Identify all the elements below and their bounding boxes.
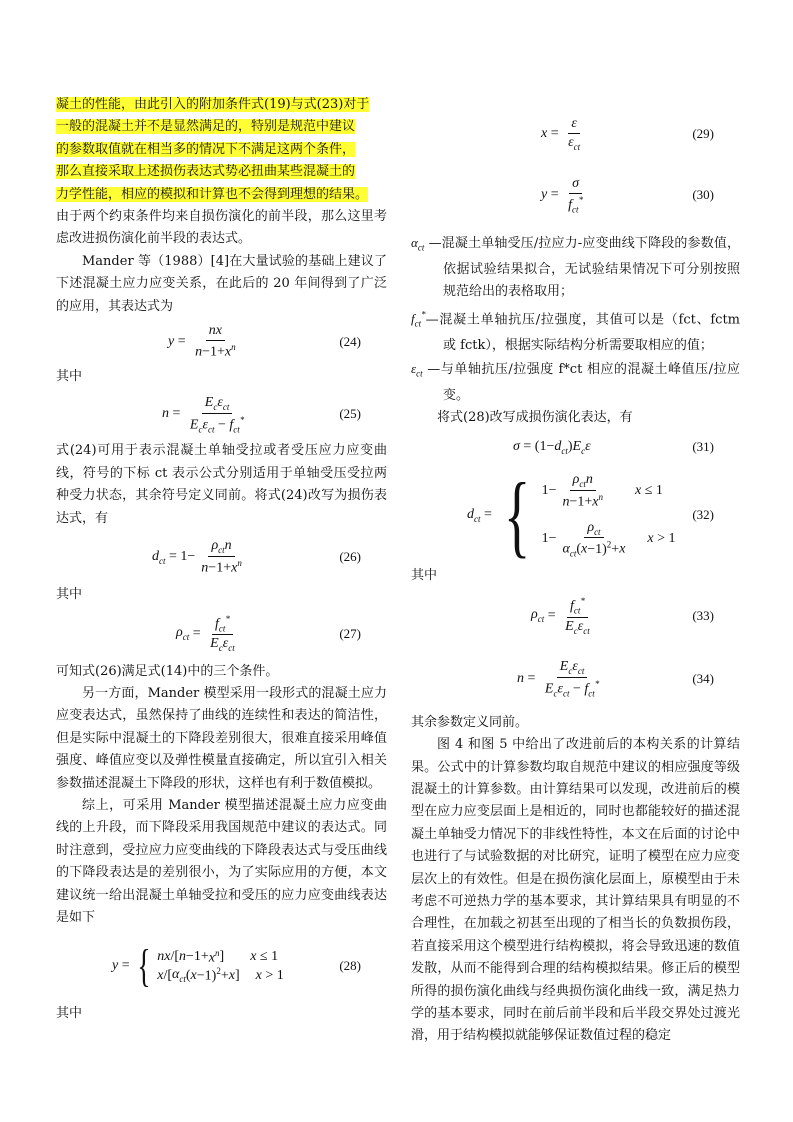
equation-30: y = $\frac{\sigma}{f_{ct}^*}$ (30) <box>541 175 714 215</box>
paragraph: 其中 <box>56 587 83 603</box>
equation-32: $d_{ct}$ = { 1− $\frac{\rho_{ct}n}{n-1+x^n}$ x ≤ 1 1− $\frac{\rho_{ct}}{\alpha_{ct}(x-1)^2+x}$ x > 1 (32) <box>467 464 714 567</box>
highlight-line: 一般的混凝土并不是显然满足的，特别是规范中建议 <box>56 119 356 135</box>
paragraph: 其中 <box>56 1006 83 1022</box>
highlight-line: 那么直接采取上述损伤表达式势必扭曲某些混凝土的 <box>56 164 356 180</box>
highlight-line: 的参数取值就在相当多的情况下不满足这两个条件， <box>56 141 356 157</box>
equation-28: y = { nx /[ n −1+ $x^n$ ] x ≤ 1 x /[ $\alpha_{ct}$ ( x −1)$^2$+ x ] x > 1 (28) <box>112 940 361 992</box>
symbol-definitions: $\alpha_{ct}$ —混凝土单轴受压/拉应力-应变曲线下降段的参数值，依据试验结果拟合，无试验结果情况下可分别按照规范给出的表格取用； $f_{ct}^*—$混凝土单轴抗压/拉强度，其值可以是（fct、fctm 或 fctk），根据实际结构分析需要取相应的值； $\varepsilon_{ct}$ —与单轴抗压/拉强度 f*ct 相应的混凝土峰值压/拉应变。 <box>411 235 740 403</box>
paragraph: 可知式(26)满足式(14)中的三个条件。 <box>56 663 279 679</box>
paragraph: 式(24)可用于表示混凝土单轴受拉或者受压应力应变曲线，符号的下标 ct 表示公式分别适用于单轴受压受拉两种受力状态，其余符号定义同前。将式(24)改写为损伤表达式，有 <box>56 443 387 526</box>
definition-f: —混凝土单轴抗压/拉强度，其值可以是（fct、fctm 或 fctk），根据实际结构分析需要取相应的值； <box>425 312 740 354</box>
equation-27: $\rho_{ct}$ = $\frac{f_{ct}^*}{E_c\varepsilon_{ct}}$ (27) <box>176 613 361 654</box>
equation-31: σ = (1− $d_{ct}$ ) $E_c\varepsilon$ (31) <box>513 438 714 456</box>
paragraph: 其余参数定义同前。 <box>411 714 529 730</box>
highlight-line: 凝土的性能，由此引入的附加条件式(19)与式(23)对于 <box>56 97 370 112</box>
definition-alpha: —混凝土单轴受压/拉应力-应变曲线下降段的参数值，依据试验结果拟合，无试验结果情况下可分别按照规范给出的表格取用； <box>428 236 740 300</box>
equation-24: y = $\frac{nx}{n-1+x^n}$ (24) <box>168 323 361 360</box>
paragraph: 另一方面，Mander 模型采用一段形式的混凝土应力应变表达式，虽然保持了曲线的连续性和表达的简洁性，但是实际中混凝土的下降段差别很大，很难直接采用峰值强度、峰值应变以及弹性模量直接确定，所以宜引入相关参数描述混凝土下降段的形状，这样也有利于数值模拟。 <box>56 685 387 791</box>
equation-26: $d_{ct}$ = 1− $\frac{\rho_{ct}n}{n-1+x^n}$ (26) <box>152 537 361 576</box>
equation-33: $\rho_{ct}$ = $\frac{f_{ct}^*}{E_c\varepsilon_{ct}}$ (33) <box>531 596 714 636</box>
paragraph: 其中 <box>56 369 83 385</box>
highlight-line: 力学性能，相应的模拟和计算也不会得到理想的结果。 <box>56 186 369 202</box>
definition-eps: —与单轴抗压/拉强度 f*ct 相应的混凝土峰值压/拉应变。 <box>427 361 740 403</box>
left-column <box>56 94 387 1026</box>
paragraph: 综上，可采用 Mander 模型描述混凝土应力应变曲线的上升段，而下降段采用我国规范中建议的表达式。同时注意到，受拉应力应变曲线的下降段表达式与受压曲线的下降段表达是的差别很小，为了实际应用的方便，本文建议统一给出混凝土单轴受拉和受压的应力应变曲线表达是如下 <box>56 797 387 925</box>
equation-29: x = $\frac{\varepsilon}{\varepsilon_{ct}}$ (29) <box>541 116 714 152</box>
paragraph: 由于两个约束条件均来自损伤演化的前半段，那么这里考虑改进损伤演化前半段的表达式。 <box>56 209 387 247</box>
paragraph: 将式(28)改写成损伤演化表达，有 <box>437 409 633 425</box>
paragraph: 图 4 和图 5 中给出了改进前后的本构关系的计算结果。公式中的计算参数均取自规范中建议的相应强度等级混凝土的计算参数。由计算结果可以发现，改进前后的模型在应力应变层面上是相近的，同时也都能较好的描述混凝土单轴受力情况下的非线性特性，本文在后面的讨论中也进行了与试验数据的对比研究，证明了模型在应力应变层次上的有效性。但是在损伤演化层面上，原模型由于未考虑不可逆热力学的基本要求，其计算结果具有明显的不合理性，在加载之初甚至出现的了相当长的负数损伤段，若直接采用这个模型进行结构模拟，将会导致迅速的数值发散，从而不能得到合理的结构模拟结果。修正后的模型所得的损伤演化曲线与经典损伤演化曲线一致，满足热力学的基本要求，同时在前后前半段和后半段交界处过渡光滑，用于结构模拟就能够保证数值过程的稳定 <box>411 737 740 1044</box>
paragraph: 其中 <box>411 568 438 584</box>
equation-25: n = $\frac{E_c\varepsilon_{ct}}{E_c\varepsilon_{ct} - f_{ct}^*}$ (25) <box>162 394 361 435</box>
paragraph: Mander 等（1988）[4]在大量试验的基础上建议了下述混凝土应力应变关系，在此后的 20 年间得到了广泛的应用，其表达式为 <box>56 253 387 314</box>
right-column <box>411 108 740 1048</box>
highlighted-passage <box>56 94 387 206</box>
equation-34: n = $\frac{E_c\varepsilon_{ct}}{E_c\varepsilon_{ct} - f_{ct}^*}$ (34) <box>517 659 714 699</box>
